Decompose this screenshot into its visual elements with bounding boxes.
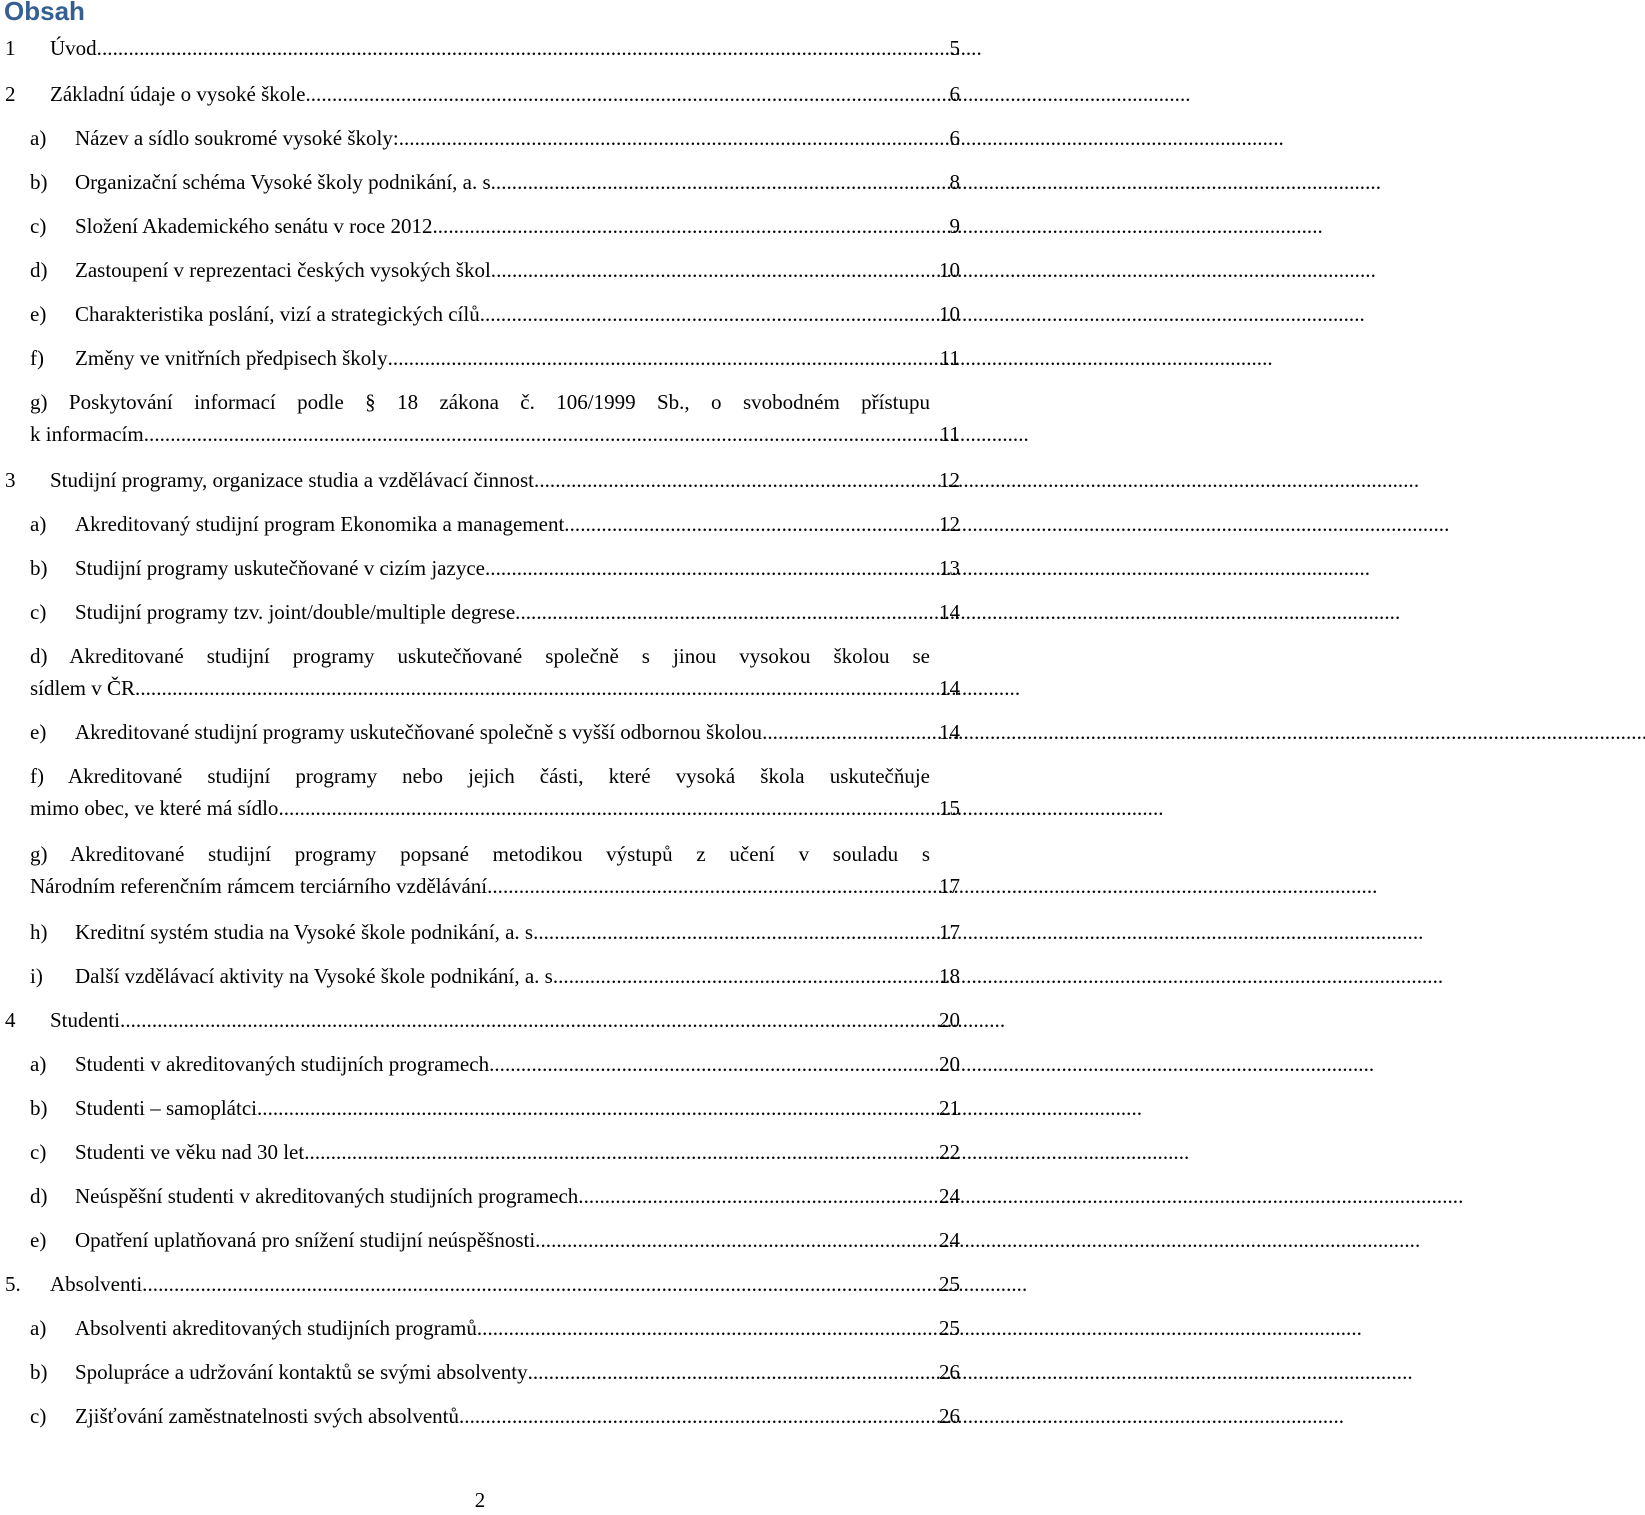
toc-entry-number: e) (30, 302, 47, 326)
toc-entry-page: 15 (939, 796, 960, 820)
toc-entry[interactable] (0, 342, 960, 374)
toc-leader-dots (388, 342, 938, 374)
toc-entry-page: 24 (939, 1184, 960, 1208)
toc-entry-number: b) (30, 170, 48, 194)
toc-leader-dots (477, 1312, 937, 1344)
toc-entry-number: 5. (5, 1272, 21, 1296)
toc-entry[interactable] (0, 960, 960, 992)
toc-entry-number: c) (30, 1140, 47, 1164)
toc-entry-title: k informacím (30, 422, 144, 446)
toc-entry[interactable] (0, 254, 960, 286)
toc-entry-title: Kreditní systém studia na Vysoké škole podnikání, a. s. (75, 920, 539, 944)
toc-entry-line (0, 298, 960, 330)
toc-leader-dots (305, 78, 947, 110)
toc-entry-number: c) (30, 214, 47, 238)
toc-entry-line (0, 1268, 960, 1300)
toc-entry-number: b) (30, 1096, 48, 1120)
toc-entry-page: 17 (939, 920, 960, 944)
toc-entry-first-line (0, 386, 930, 418)
toc-entry-line (0, 418, 960, 450)
toc-entry-page: 21 (939, 1096, 960, 1120)
toc-entry-number: d) (30, 644, 48, 668)
toc-entry-page: 12 (939, 512, 960, 536)
toc-entry-title: Akreditované studijní programy uskutečňované společně s vyšší odbornou školou (75, 720, 763, 744)
toc-entry-line (0, 716, 960, 748)
toc-leader-dots (762, 716, 937, 748)
toc-entry[interactable] (0, 552, 960, 584)
toc-entry-title: Další vzdělávací aktivity na Vysoké škole podnikání, a. s. (75, 964, 559, 988)
toc-entry-number: 2 (5, 82, 16, 106)
toc-entry[interactable] (0, 210, 960, 242)
toc-entry[interactable] (0, 386, 960, 450)
toc-entry-title: Absolventi (50, 1272, 143, 1296)
toc-entry[interactable] (0, 1048, 960, 1080)
toc-entry-page: 8 (949, 170, 960, 194)
toc-entry[interactable] (0, 1004, 960, 1036)
toc-entry-number: a) (30, 512, 47, 536)
toc-entry-title-part: Akreditované studijní programy popsané metodikou výstupů z učení v souladu s (70, 842, 931, 866)
toc-entry-line (0, 552, 960, 584)
toc-leader-dots (534, 464, 937, 496)
toc-entry-line (0, 960, 960, 992)
toc-entry-number: h) (30, 920, 48, 944)
toc-entry-page: 6 (949, 82, 960, 106)
toc-entry-number: a) (30, 126, 47, 150)
toc-leader-dots (515, 596, 937, 628)
toc-leader-dots (564, 508, 937, 540)
toc-leader-dots (278, 792, 937, 824)
toc-entry-line (0, 1048, 960, 1080)
toc-entry-page: 18 (939, 964, 960, 988)
toc-entry-title: Studenti v akreditovaných studijních programech (75, 1052, 490, 1076)
toc-entry-title: Název a sídlo soukromé vysoké školy: (75, 126, 399, 150)
toc-entry-number: b) (30, 556, 48, 580)
toc-entry-line (0, 508, 960, 540)
toc-leader-dots (492, 870, 937, 902)
toc-entry-number: a) (30, 1316, 47, 1340)
toc-entry-page: 14 (939, 600, 960, 624)
toc-entry[interactable] (0, 1400, 960, 1432)
toc-entry[interactable] (0, 508, 960, 540)
toc-leader-dots (135, 672, 937, 704)
toc-entry-line (0, 1004, 960, 1036)
toc-entry-line (0, 1356, 960, 1388)
toc-entry[interactable] (0, 716, 960, 748)
toc-entry-number: f) (30, 346, 44, 370)
toc-entry-title: Zastoupení v reprezentaci českých vysokých škol (75, 258, 491, 282)
toc-entry[interactable] (0, 838, 960, 902)
toc-entry-number: a) (30, 1052, 47, 1076)
toc-entry-line (0, 1092, 960, 1124)
toc-leader-dots (257, 1092, 937, 1124)
toc-leader-dots (459, 1400, 937, 1432)
toc-entry-number: g) (30, 390, 48, 414)
toc-entry-number: d) (30, 1184, 48, 1208)
toc-leader-dots (496, 166, 948, 198)
toc-entry[interactable] (0, 596, 960, 628)
toc-leader-dots (528, 1356, 937, 1388)
toc-leader-dots (438, 210, 948, 242)
toc-entry-title: sídlem v ČR (30, 676, 136, 700)
toc-entry-title: Neúspěšní studenti v akreditovaných studijních programech (75, 1184, 579, 1208)
toc-entry-line (0, 464, 960, 496)
toc-entry-page: 26 (939, 1360, 960, 1384)
toc-entry-page: 12 (939, 468, 960, 492)
toc-leader-dots (304, 1136, 937, 1168)
toc-entry-page: 6 (949, 126, 960, 150)
toc-leader-dots (142, 1268, 937, 1300)
toc-entry-title-part: Poskytování informací podle § 18 zákona č. 106/1999 Sb., o svobodném přístupu (68, 390, 930, 414)
toc-entry-page: 10 (939, 258, 960, 282)
toc-entry-number: g) (30, 842, 48, 866)
toc-entry-page: 25 (939, 1316, 960, 1340)
toc-entry[interactable] (0, 1180, 960, 1212)
toc-entry-line (0, 672, 960, 704)
toc-entry-first-line (0, 760, 930, 792)
toc-entry-number: i) (30, 964, 43, 988)
toc-entry-title-part: Akreditované studijní programy uskutečňované společně s jinou vysokou školou se (69, 644, 930, 668)
toc-leader-dots (97, 32, 948, 64)
toc-entry[interactable] (0, 1312, 960, 1344)
toc-leader-dots (120, 1004, 937, 1036)
toc-entry-line (0, 122, 960, 154)
toc-entry-line (0, 32, 960, 64)
toc-entry[interactable] (0, 1224, 960, 1256)
toc-entry-number: e) (30, 1228, 47, 1252)
toc-entry-line (0, 792, 960, 824)
toc-entry-number: 1 (5, 36, 16, 60)
toc-entry-title: Organizační schéma Vysoké školy podnikání, a. s. (75, 170, 496, 194)
toc-entry-line (0, 870, 960, 902)
toc-entry-number: 4 (5, 1008, 16, 1032)
toc-entry-line (0, 596, 960, 628)
toc-entry-line (0, 1136, 960, 1168)
toc-entry[interactable] (0, 916, 960, 948)
toc-entry[interactable] (0, 464, 960, 496)
toc-entry-line (0, 1400, 960, 1432)
toc-entry-page: 26 (939, 1404, 960, 1428)
toc-entry-line (0, 210, 960, 242)
toc-entry-page: 17 (939, 874, 960, 898)
toc-entry-page: 25 (939, 1272, 960, 1296)
toc-entry-page: 9 (949, 214, 960, 238)
toc-leader-dots (578, 1180, 937, 1212)
toc-entry-line (0, 254, 960, 286)
toc-entry-title: Studenti (50, 1008, 121, 1032)
toc-leader-dots (535, 1224, 937, 1256)
toc-entry-number: d) (30, 258, 48, 282)
toc-entry-title: Změny ve vnitřních předpisech školy (75, 346, 388, 370)
toc-entry-title: mimo obec, ve které má sídlo (30, 796, 279, 820)
toc-entry[interactable] (0, 640, 960, 704)
toc-entry-line (0, 166, 960, 198)
toc-entry[interactable] (0, 1268, 960, 1300)
toc-entry-line (0, 78, 960, 110)
toc-leader-dots (144, 418, 938, 450)
toc-entry-title: Akreditovaný studijní program Ekonomika a management (75, 512, 565, 536)
toc-entry-number: c) (30, 600, 47, 624)
toc-entry[interactable] (0, 122, 960, 154)
toc-leader-dots (491, 254, 937, 286)
toc-entry[interactable] (0, 78, 960, 110)
toc-entry-number: c) (30, 1404, 47, 1428)
toc-leader-dots (399, 122, 948, 154)
toc-entry-number: b) (30, 1360, 48, 1384)
toc-entry-title: Zjišťování zaměstnatelnosti svých absolventů (75, 1404, 459, 1428)
toc-entry-title: Studijní programy tzv. joint/double/multiple degrese (75, 600, 516, 624)
toc-entry-title-part: Akreditované studijní programy nebo jejich části, které vysoká škola uskutečňuje (67, 764, 931, 788)
toc-entry-title: Charakteristika poslání, vizí a strategických cílů (75, 302, 480, 326)
toc-entry-title: Studijní programy uskutečňované v cizím jazyce (75, 556, 485, 580)
toc-entry-page: 14 (939, 720, 960, 744)
toc-leader-dots (480, 298, 937, 330)
toc-entry-title: Opatření uplatňovaná pro snížení studijní neúspěšnosti (75, 1228, 536, 1252)
toc-entry-line (0, 1180, 960, 1212)
toc-entry-page: 14 (939, 676, 960, 700)
toc-leader-dots (489, 1048, 937, 1080)
toc-leader-dots (485, 552, 937, 584)
toc-entry-page: 24 (939, 1228, 960, 1252)
toc-entry-number: f) (30, 764, 44, 788)
toc-entry-title: Spolupráce a udržování kontaktů se svými absolventy (75, 1360, 528, 1384)
toc-entry-title: Studenti ve věku nad 30 let (75, 1140, 305, 1164)
page-number: 2 (474, 1488, 486, 1512)
toc-entry-page: 13 (939, 556, 960, 580)
toc-entry-page: 5 (949, 36, 960, 60)
toc-entry-line (0, 1312, 960, 1344)
toc-entry-number: e) (30, 720, 47, 744)
toc-entry-page: 22 (939, 1140, 960, 1164)
toc-entry[interactable] (0, 1092, 960, 1124)
toc-entry-line (0, 342, 960, 374)
toc-entry-page: 20 (939, 1008, 960, 1032)
toc-entry-page: 10 (939, 302, 960, 326)
toc-leader-dots (538, 916, 937, 948)
toc-entry-page: 20 (939, 1052, 960, 1076)
toc-entry-title: Studenti – samoplátci (75, 1096, 257, 1120)
toc-entry[interactable] (0, 166, 960, 198)
toc-entry[interactable] (0, 32, 960, 64)
toc-entry-page: 11 (939, 422, 960, 446)
toc-heading: Obsah (4, 0, 85, 26)
toc-entry-title: Úvod (50, 36, 97, 60)
toc-entry-line (0, 1224, 960, 1256)
toc-entry-title: Studijní programy, organizace studia a vzdělávací činnost (50, 468, 535, 492)
toc-entry-title: Složení Akademického senátu v roce 2012. (75, 214, 438, 238)
toc-entry-title: Základní údaje o vysoké škole (50, 82, 306, 106)
toc-entry[interactable] (0, 298, 960, 330)
toc-entry[interactable] (0, 760, 960, 824)
toc-entry-page: 11 (939, 346, 960, 370)
toc-entry-first-line (0, 640, 930, 672)
toc-entry-line (0, 916, 960, 948)
toc-entry-title: Národním referenčním rámcem terciárního vzdělávání. (30, 874, 493, 898)
toc-leader-dots (558, 960, 937, 992)
toc-entry-first-line (0, 838, 930, 870)
toc-entry[interactable] (0, 1356, 960, 1388)
toc-entry[interactable] (0, 1136, 960, 1168)
toc-entry-number: 3 (5, 468, 16, 492)
toc-entry-title: Absolventi akreditovaných studijních programů (75, 1316, 477, 1340)
